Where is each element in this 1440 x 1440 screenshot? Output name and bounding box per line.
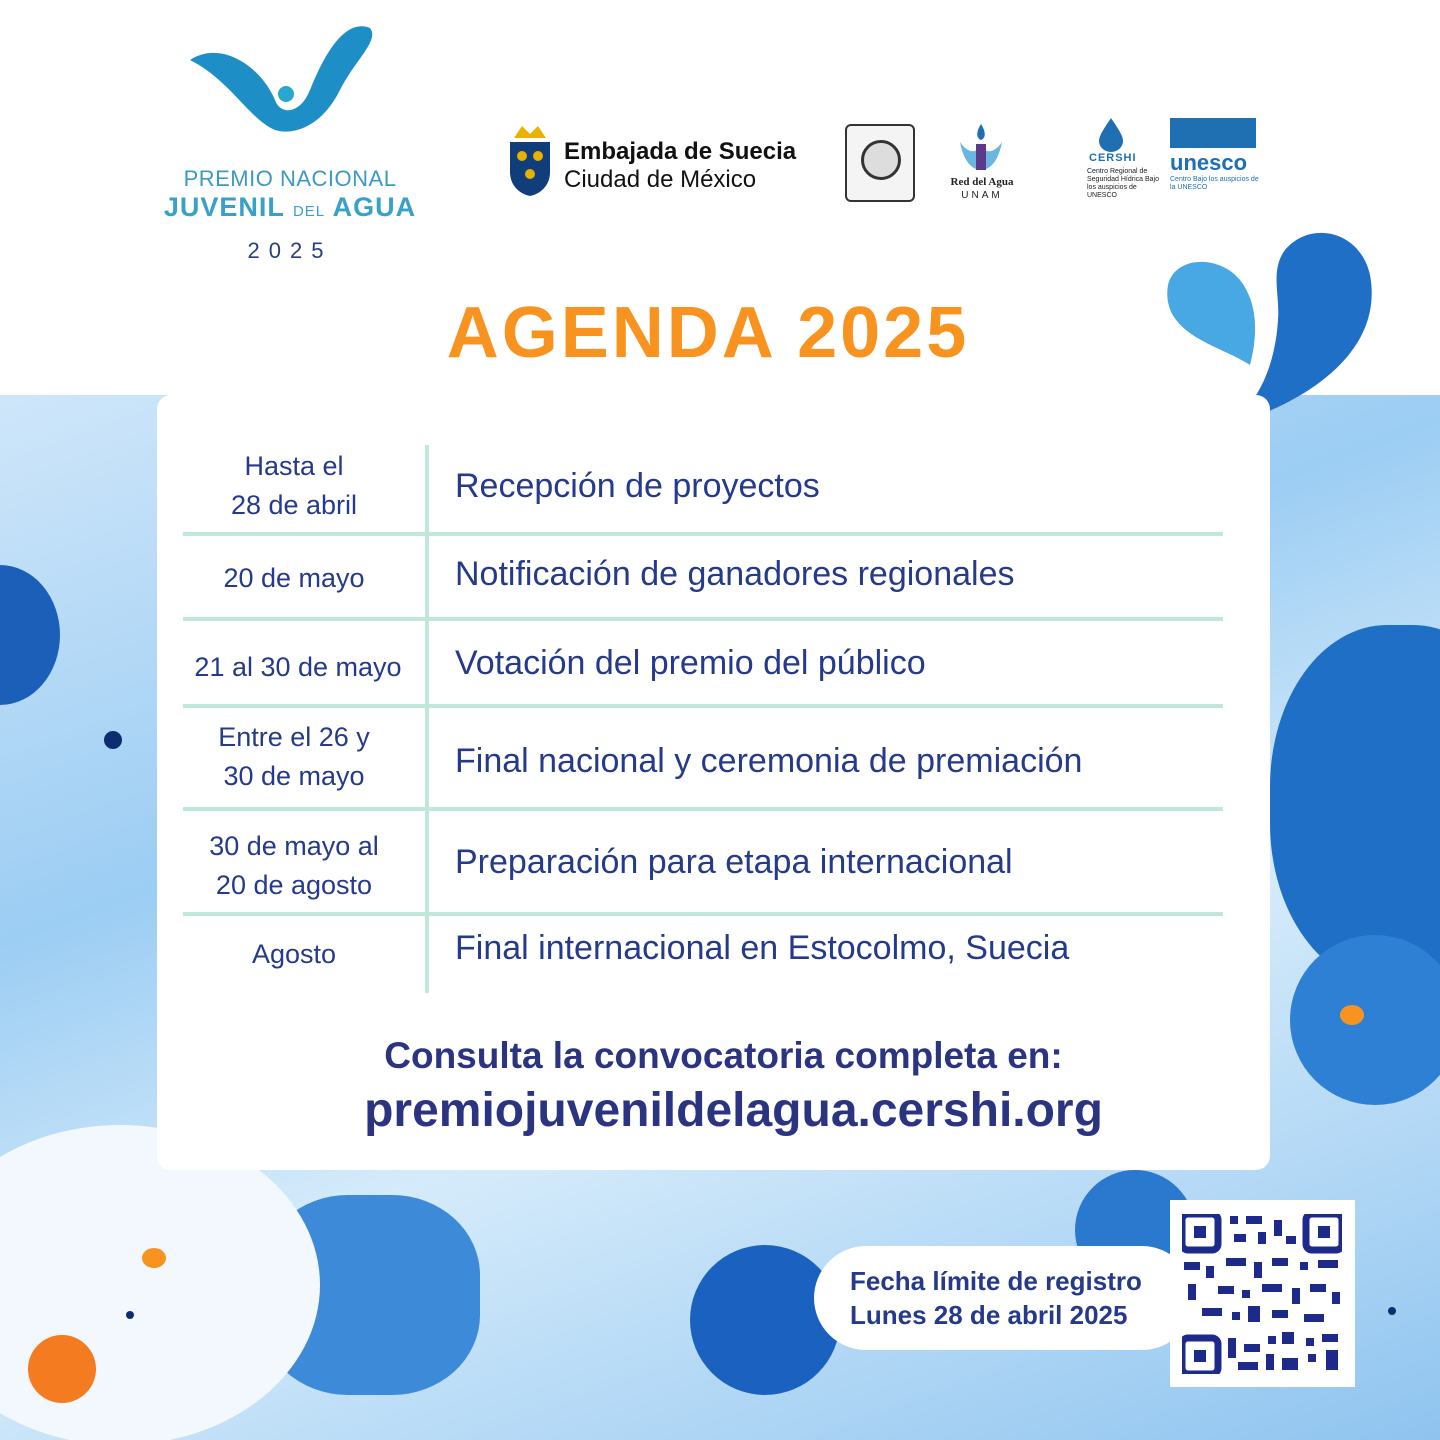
agenda-card (157, 395, 1270, 1170)
agenda-event: Recepción de proyectos (455, 467, 820, 505)
agenda-date (183, 827, 405, 905)
date-line: 30 de mayo al (209, 831, 379, 861)
row-divider (183, 617, 1223, 621)
row-divider (183, 532, 1223, 536)
qr-code-icon (1182, 1214, 1342, 1374)
cershi-logo (1085, 118, 1165, 208)
consulta-text: Consulta la convocatoria completa en: (384, 1035, 1063, 1076)
deadline-badge (814, 1246, 1194, 1350)
premio-logo (160, 20, 420, 263)
date-line: 21 al 30 de mayo (194, 652, 402, 682)
deadline-label: Fecha límite de registro (850, 1266, 1142, 1296)
agenda-date (183, 559, 405, 598)
qr-code[interactable] (1170, 1200, 1355, 1387)
agenda-event: Notificación de ganadores regionales (455, 555, 1015, 593)
embassy-name: Embajada de Suecia (564, 138, 797, 165)
agenda-date (173, 648, 423, 687)
unesco-temple-icon (1170, 118, 1256, 148)
logo-line-1: PREMIO NACIONAL (183, 166, 397, 191)
unam-seal-logo (845, 124, 915, 202)
red-del-agua-title: Red del Agua (950, 176, 1014, 188)
logo-year: 2025 (247, 238, 333, 263)
navy-dot (104, 731, 122, 749)
red-del-agua-logo (940, 124, 1024, 204)
sweden-embassy-logo (508, 124, 808, 199)
agenda-date (183, 718, 405, 796)
row-divider (183, 704, 1223, 708)
agenda-event: Final nacional y ceremonia de premiación (455, 742, 1083, 780)
water-drop-person-icon (180, 20, 380, 140)
embassy-city: Ciudad de México (564, 166, 757, 193)
orange-dot (1340, 1005, 1364, 1025)
date-line: 28 de abril (230, 490, 358, 520)
unesco-logo (1170, 118, 1260, 208)
website-link[interactable]: premiojuvenildelagua.cershi.org (364, 1084, 1103, 1137)
navy-dot (126, 1311, 134, 1319)
cershi-subtitle: Centro Regional de Seguridad Hídrica Bajo los auspicios de UNESCO (1087, 168, 1159, 199)
blue-blob (1290, 935, 1440, 1105)
orange-dot (142, 1248, 166, 1268)
date-line: 20 de agosto (215, 870, 373, 900)
logo-word-juvenil: JUVENIL (163, 192, 285, 222)
column-divider (425, 445, 429, 993)
water-drop-icon (1099, 118, 1123, 152)
navy-dot (1388, 1307, 1396, 1315)
agenda-event: Final internacional en Estocolmo, Suecia (455, 929, 1070, 967)
agenda-date (183, 447, 405, 525)
sweden-crest-icon (508, 124, 552, 196)
cershi-name: CERSHI (1089, 152, 1137, 164)
red-del-agua-icon (958, 124, 1004, 174)
date-line: 20 de mayo (223, 563, 365, 593)
agenda-date (183, 935, 405, 974)
logo-line-2 (160, 192, 420, 223)
date-line: Hasta el (244, 451, 344, 481)
row-divider (183, 807, 1223, 811)
logo-word-agua: AGUA (332, 192, 417, 222)
agenda-event: Votación del premio del público (455, 644, 926, 682)
blue-blob (0, 565, 60, 705)
orange-dot (28, 1335, 96, 1403)
unesco-name: unesco (1170, 150, 1248, 175)
row-divider (183, 912, 1223, 916)
agenda-event: Preparación para etapa internacional (455, 843, 1013, 881)
globe-icon (861, 140, 901, 180)
blue-blob (1270, 625, 1440, 985)
date-line: Agosto (251, 939, 337, 969)
deadline-date: Lunes 28 de abril 2025 (850, 1300, 1128, 1330)
date-line: Entre el 26 y (218, 722, 370, 752)
blue-blob (690, 1245, 840, 1395)
red-del-agua-sub: UNAM (961, 190, 1003, 201)
date-line: 30 de mayo (223, 761, 365, 791)
logo-word-del: DEL (292, 203, 326, 220)
page-title: AGENDA 2025 (446, 293, 970, 373)
unesco-subtitle: Centro Bajo los auspicios de la UNESCO (1170, 176, 1259, 191)
